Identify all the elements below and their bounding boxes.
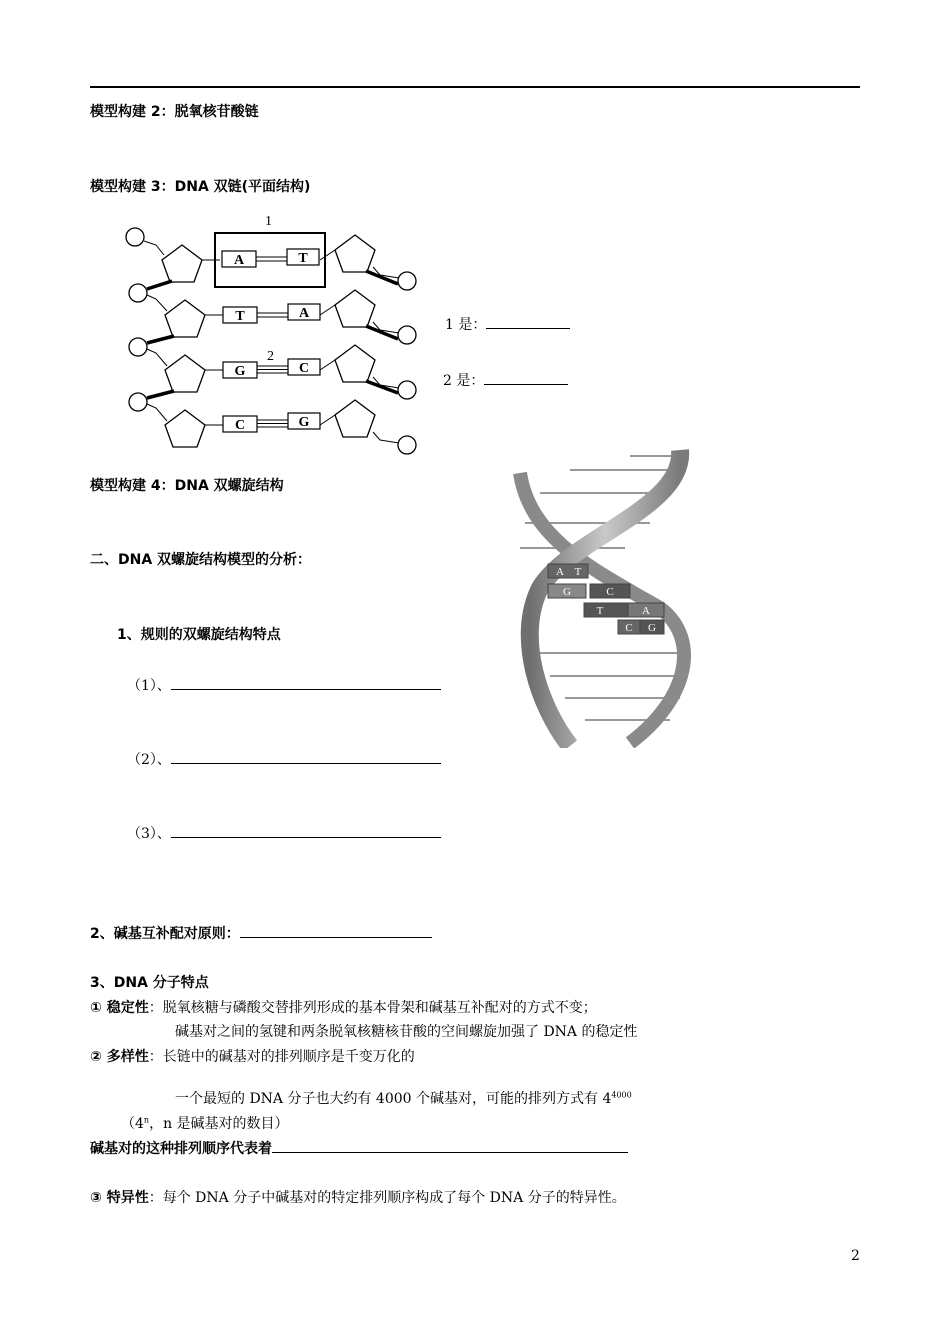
label-1: 1 xyxy=(265,214,272,229)
question-1 xyxy=(445,314,570,334)
base-right-2: A xyxy=(298,306,310,321)
heading-model-4: 模型构建 4：DNA 双螺旋结构 xyxy=(90,478,284,494)
phosphate-right-4 xyxy=(398,436,416,454)
diversity-line xyxy=(90,1046,415,1066)
helix-base-3-left: T xyxy=(596,605,604,617)
header-rule xyxy=(90,86,860,88)
sugar-right-4 xyxy=(335,400,375,437)
represent-blank[interactable] xyxy=(272,1138,628,1153)
phosphate-left-4 xyxy=(129,393,147,411)
diversity-label: ② 多样性 xyxy=(90,1049,149,1065)
formula-line xyxy=(121,1113,289,1133)
represent-line xyxy=(90,1138,628,1158)
feature-item-1 xyxy=(127,675,441,695)
helix-base-1-right: T xyxy=(574,566,582,578)
phosphate-left-1 xyxy=(126,228,144,246)
sugar-right-1 xyxy=(335,235,375,272)
double-helix-image xyxy=(510,448,710,748)
base-right-4: G xyxy=(298,415,310,430)
diversity-text: ：长链中的碱基对的排列顺序是千变万化的 xyxy=(148,1049,415,1065)
feature-item-1-label: （1）、 xyxy=(127,678,171,694)
phosphate-left-2 xyxy=(129,284,147,302)
helix-base-3-right: A xyxy=(642,605,650,617)
helix-base-4-left: C xyxy=(625,622,633,634)
helix-base-2-right: C xyxy=(606,586,614,598)
dna-planar-diagram xyxy=(110,205,430,465)
feature-item-1-blank[interactable] xyxy=(171,675,441,690)
label-2: 2 xyxy=(267,349,274,364)
heading-model-2: 模型构建 2：脱氧核苷酸链 xyxy=(90,104,259,120)
phosphate-right-3 xyxy=(398,381,416,399)
feature-item-3-blank[interactable] xyxy=(171,823,441,838)
helix-base-2-left: G xyxy=(563,586,571,598)
section-2-title: 二、DNA 双螺旋结构模型的分析： xyxy=(90,552,312,568)
specificity-text: ：每个 DNA 分子中碱基对的特定排列顺序构成了每个 DNA 分子的特异性。 xyxy=(148,1190,626,1206)
specificity-label: ③ 特异性 xyxy=(90,1190,149,1206)
example-text: 一个最短的 DNA 分子也大约有 4000 个碱基对，可能的排列方式有 4 xyxy=(175,1091,612,1107)
subsection-1-title: 1、规则的双螺旋结构特点 xyxy=(117,627,281,643)
example-exponent: 4000 xyxy=(611,1090,632,1100)
base-left-1: A xyxy=(233,253,245,268)
base-left-3: G xyxy=(234,364,246,379)
phosphate-right-1 xyxy=(398,272,416,290)
page-number: 2 xyxy=(851,1248,860,1264)
base-pairing-blank[interactable] xyxy=(240,923,432,938)
base-left-2: T xyxy=(235,309,245,324)
answer-1-blank[interactable] xyxy=(486,314,570,329)
question-2-label: 2 是： xyxy=(443,373,485,389)
sugar-right-3 xyxy=(335,345,375,382)
stability-text-2: 碱基对之间的氢键和两条脱氧核糖核苷酸的空间螺旋加强了 DNA 的稳定性 xyxy=(175,1024,638,1040)
stability-label: ① 稳定性 xyxy=(90,1000,149,1016)
specificity-line xyxy=(90,1187,626,1207)
sugar-left-1 xyxy=(162,245,202,282)
base-right-1: T xyxy=(298,251,308,266)
feature-item-2-blank[interactable] xyxy=(171,749,441,764)
formula-pre: （4 xyxy=(121,1116,144,1132)
sugar-left-4 xyxy=(165,410,205,447)
question-1-label: 1 是： xyxy=(445,317,487,333)
formula-exponent: n xyxy=(143,1115,150,1125)
sugar-left-2 xyxy=(165,300,205,337)
represent-text: 碱基对的这种排列顺序代表着 xyxy=(90,1141,272,1157)
sugar-left-3 xyxy=(165,355,205,392)
stability-line xyxy=(90,997,597,1017)
helix-base-1-left: A xyxy=(556,566,564,578)
subsection-2 xyxy=(90,923,432,943)
phosphate-left-3 xyxy=(129,338,147,356)
answer-2-blank[interactable] xyxy=(484,370,568,385)
subsection-3-title: 3、DNA 分子特点 xyxy=(90,975,209,991)
feature-item-2 xyxy=(127,749,441,769)
subsection-2-title: 2、碱基互补配对原则： xyxy=(90,926,240,942)
helix-base-4-right: G xyxy=(648,622,656,634)
sugar-right-2 xyxy=(335,290,375,327)
question-2 xyxy=(443,370,568,390)
base-right-3: C xyxy=(298,361,310,376)
feature-item-3 xyxy=(127,823,441,843)
phosphate-right-2 xyxy=(398,326,416,344)
feature-item-3-label: （3）、 xyxy=(127,826,171,842)
base-left-4: C xyxy=(234,418,246,433)
heading-model-3: 模型构建 3：DNA 双链(平面结构) xyxy=(90,179,311,195)
formula-post: ，n 是碱基对的数目） xyxy=(149,1116,289,1132)
feature-item-2-label: （2）、 xyxy=(127,752,171,768)
stability-text-1: ：脱氧核糖与磷酸交替排列形成的基本骨架和碱基互补配对的方式不变； xyxy=(148,1000,597,1016)
example-line xyxy=(175,1088,632,1108)
